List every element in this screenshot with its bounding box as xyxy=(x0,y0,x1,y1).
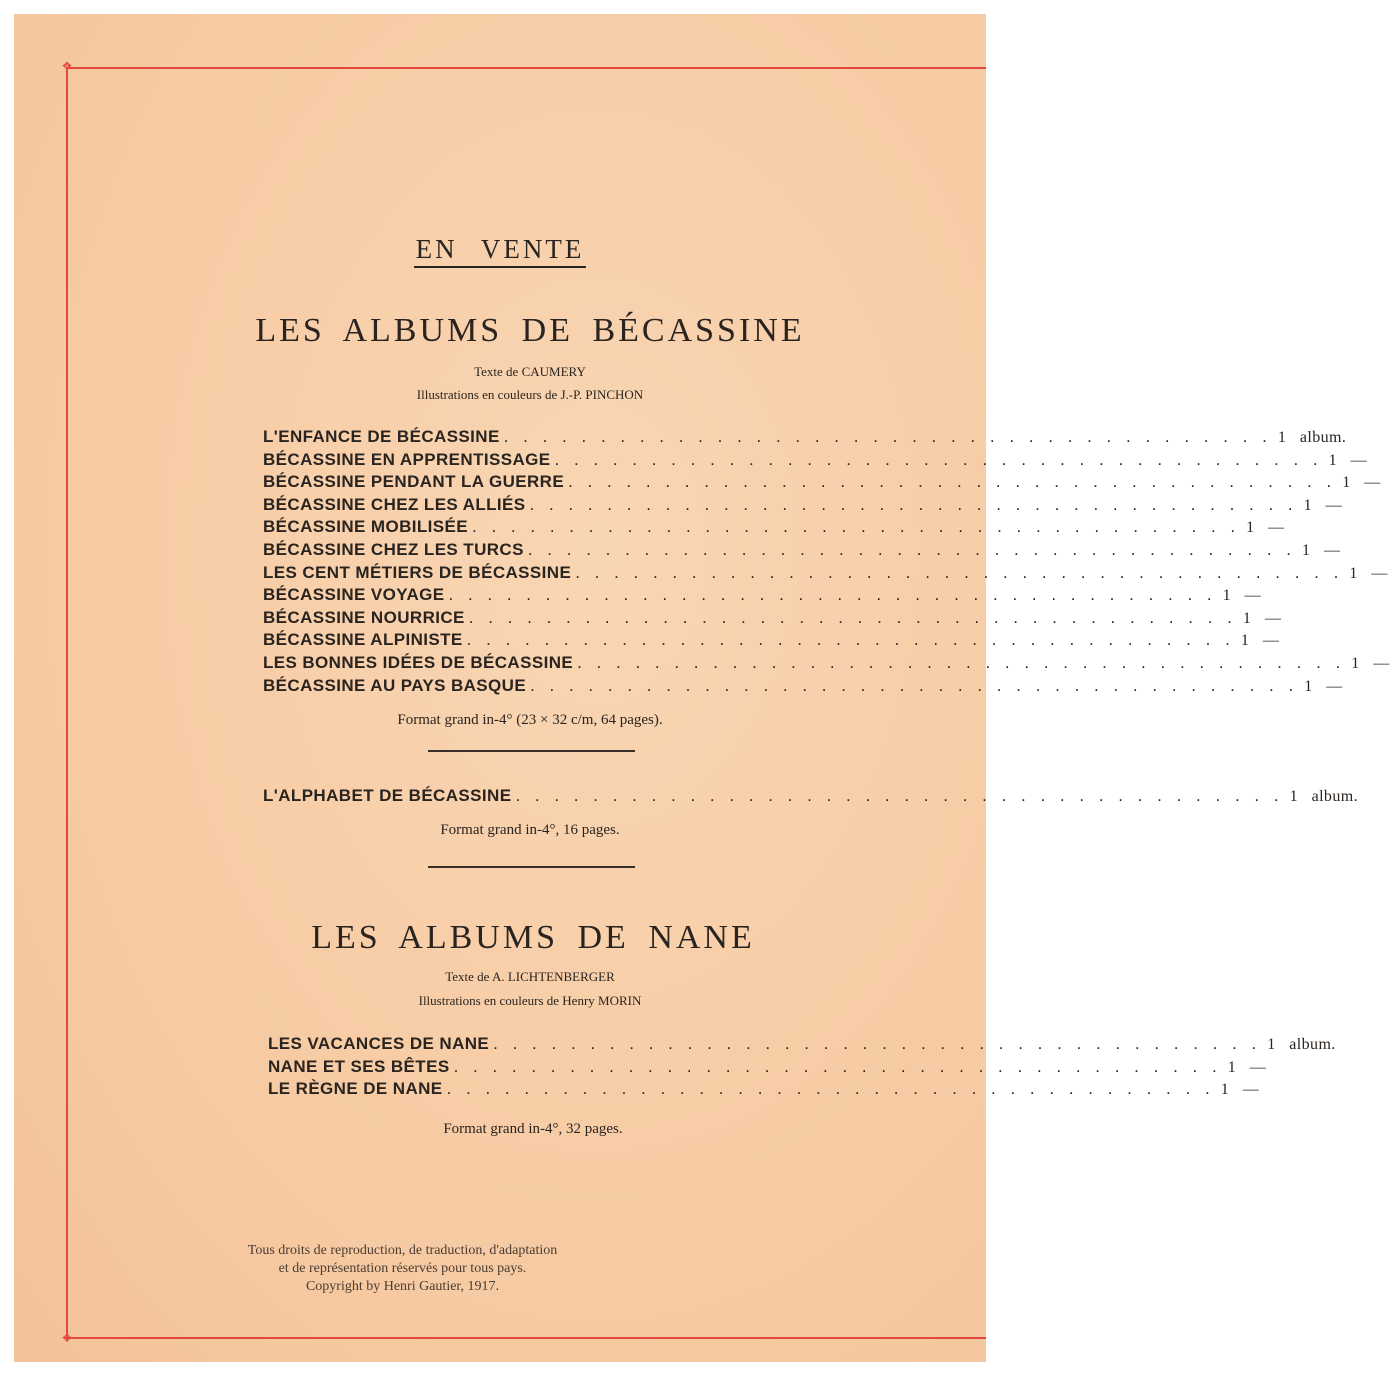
dot-leader: . . . . . . . . . . . . . . . . . . . . . . . . . . . . . . . . . . . . . . . . xyxy=(448,585,1217,605)
album-title: BÉCASSINE EN APPRENTISSAGE xyxy=(263,449,551,469)
quantity-number: 1 xyxy=(1351,654,1360,672)
dot-leader: . . . . . . . . . . . . . . . . . . . . . . . . . . . . . . . . . . . . . . . . xyxy=(515,786,1284,805)
album-quantity xyxy=(1351,655,1389,673)
dot-leader: . . . . . . . . . . . . . . . . . . . . . . . . . . . . . . . . . . . . . . . . xyxy=(568,472,1337,492)
album-quantity xyxy=(1243,610,1281,628)
becassine-series-title: LES ALBUMS DE BÉCASSINE xyxy=(255,312,805,349)
album-quantity xyxy=(1290,788,1358,806)
list-item xyxy=(263,652,1390,676)
dot-leader: . . . . . . . . . . . . . . . . . . . . . . . . . . . . . . . . . . . . . . . . xyxy=(527,539,1296,559)
alphabet-album-list xyxy=(263,786,1358,809)
album-quantity xyxy=(1304,497,1342,515)
list-item xyxy=(263,539,1341,563)
quantity-unit: — xyxy=(1373,654,1390,672)
album-title: BÉCASSINE AU PAYS BASQUE xyxy=(263,675,527,695)
album-quantity xyxy=(1246,519,1284,537)
album-title: L'ALPHABET DE BÉCASSINE xyxy=(263,786,512,805)
dot-leader: . . . . . . . . . . . . . . . . . . . . . . . . . . . . . . . . . . . . . . . . xyxy=(529,494,1298,514)
album-title: LES VACANCES DE NANE xyxy=(268,1034,490,1053)
dot-leader: . . . . . . . . . . . . . . . . . . . . . . . . . . . . . . . . . . . . . . . . xyxy=(466,630,1235,650)
quantity-number: 1 xyxy=(1304,677,1313,695)
dot-leader: . . . . . . . . . . . . . . . . . . . . . . . . . . . . . . . . . . . . . . . . xyxy=(472,517,1241,537)
dot-leader: . . . . . . . . . . . . . . . . . . . . . . . . . . . . . . . . . . . . . . . . xyxy=(468,607,1237,627)
dot-leader: . . . . . . . . . . . . . . . . . . . . . . . . . . . . . . . . . . . . . . . . xyxy=(453,1056,1222,1076)
album-title: BÉCASSINE CHEZ LES TURCS xyxy=(263,539,524,559)
album-title: BÉCASSINE VOYAGE xyxy=(263,585,445,605)
album-title: BÉCASSINE CHEZ LES ALLIÉS xyxy=(263,494,526,514)
quantity-unit: — xyxy=(1264,609,1282,627)
dot-leader: . . . . . . . . . . . . . . . . . . . . . . . . . . . . . . . . . . . . . . . . xyxy=(530,675,1299,695)
dot-leader: . . . . . . . . . . . . . . . . . . . . . . . . . . . . . . . . . . . . . . . . xyxy=(577,652,1346,672)
becassine-format: Format grand in-4° (23 × 32 c/m, 64 pages). xyxy=(397,712,663,728)
quantity-number: 1 xyxy=(1222,587,1232,605)
album-quantity xyxy=(1228,1059,1266,1077)
list-item xyxy=(263,630,1280,653)
quantity-unit: — xyxy=(1249,1058,1267,1076)
becassine-text-credit: Texte de CAUMERY xyxy=(474,364,586,379)
album-title: BÉCASSINE PENDANT LA GUERRE xyxy=(263,472,565,492)
dot-leader: . . . . . . . . . . . . . . . . . . . . . . . . . . . . . . . . . . . . . . . . xyxy=(493,1034,1262,1053)
dot-leader: . . . . . . . . . . . . . . . . . . . . . . . . . . . . . . . . . . . . . . . . xyxy=(503,427,1272,446)
album-title: BÉCASSINE NOURRICE xyxy=(263,607,465,627)
quantity-number: 1 xyxy=(1242,609,1252,627)
list-item xyxy=(263,517,1285,540)
album-quantity xyxy=(1221,1081,1259,1099)
album-quantity xyxy=(1342,474,1380,492)
quantity-unit: — xyxy=(1268,519,1285,537)
list-item xyxy=(263,675,1343,699)
becassine-album-list xyxy=(263,427,1390,698)
copyright-line: et de représentation réservés pour tous pays. xyxy=(278,1261,527,1276)
becassine-illustration-credit: Illustrations en couleurs de J.-P. PINCHON xyxy=(416,387,644,402)
quantity-unit: album. xyxy=(1311,788,1358,805)
album-quantity xyxy=(1302,542,1340,560)
quantity-unit: — xyxy=(1244,587,1262,605)
quantity-unit: — xyxy=(1326,677,1343,695)
corner-ornament-top-icon: ❖ xyxy=(61,59,73,73)
quantity-number: 1 xyxy=(1328,451,1338,469)
quantity-number: 1 xyxy=(1246,519,1255,537)
album-title: BÉCASSINE ALPINISTE xyxy=(263,630,463,650)
quantity-number: 1 xyxy=(1220,1081,1230,1099)
quantity-unit: — xyxy=(1324,541,1341,559)
quantity-number: 1 xyxy=(1267,1036,1276,1053)
quantity-number: 1 xyxy=(1349,564,1358,582)
list-item xyxy=(263,449,1368,473)
quantity-number: 1 xyxy=(1302,541,1311,559)
separator-rule xyxy=(428,866,635,868)
list-item xyxy=(263,494,1343,518)
quantity-number: 1 xyxy=(1303,496,1313,514)
list-item xyxy=(263,607,1282,631)
quantity-unit: — xyxy=(1371,564,1388,582)
quantity-unit: — xyxy=(1325,496,1343,514)
copyright-notice xyxy=(200,1242,605,1296)
album-quantity xyxy=(1304,678,1342,696)
list-item xyxy=(268,1034,1336,1057)
quantity-unit: — xyxy=(1242,1081,1260,1099)
list-item xyxy=(263,472,1381,495)
quantity-number: 1 xyxy=(1277,429,1287,446)
list-item xyxy=(263,562,1388,586)
album-quantity xyxy=(1329,452,1367,470)
nane-series-title: LES ALBUMS DE NANE xyxy=(311,919,755,956)
dot-leader: . . . . . . . . . . . . . . . . . . . . . . . . . . . . . . . . . . . . . . . . xyxy=(575,562,1344,582)
album-quantity xyxy=(1278,429,1346,447)
dot-leader: . . . . . . . . . . . . . . . . . . . . . . . . . . . . . . . . . . . . . . . . xyxy=(554,449,1323,469)
quantity-unit: album. xyxy=(1289,1036,1336,1053)
quantity-unit: — xyxy=(1350,451,1368,469)
album-title: LES BONNES IDÉES DE BÉCASSINE xyxy=(263,652,574,672)
list-item xyxy=(268,1056,1267,1080)
quantity-number: 1 xyxy=(1227,1058,1237,1076)
album-title: NANE ET SES BÊTES xyxy=(268,1056,450,1076)
quantity-unit: — xyxy=(1262,632,1280,650)
list-item xyxy=(263,427,1347,450)
border-bottom xyxy=(66,1337,986,1339)
album-quantity xyxy=(1267,1036,1335,1054)
quantity-number: 1 xyxy=(1289,788,1298,805)
border-top xyxy=(66,67,986,69)
album-title: LES CENT MÉTIERS DE BÉCASSINE xyxy=(263,562,572,582)
separator-rule xyxy=(428,750,635,752)
copyright-line: Tous droits de reproduction, de traduction, d'adaptation xyxy=(247,1243,558,1258)
en-vente-heading: EN VENTE xyxy=(0,234,1000,265)
nane-text-credit: Texte de A. LICHTENBERGER xyxy=(445,969,615,984)
corner-ornament-bottom-icon: ❖ xyxy=(61,1331,73,1345)
nane-illustration-credit: Illustrations en couleurs de Henry MORIN xyxy=(418,993,642,1008)
quantity-unit: album. xyxy=(1299,429,1347,446)
album-title: LE RÈGNE DE NANE xyxy=(268,1079,443,1099)
quantity-number: 1 xyxy=(1240,632,1250,650)
dot-leader: . . . . . . . . . . . . . . . . . . . . . . . . . . . . . . . . . . . . . . . . xyxy=(446,1079,1215,1099)
quantity-number: 1 xyxy=(1342,474,1351,492)
nane-format: Format grand in-4°, 32 pages. xyxy=(443,1121,623,1137)
list-item xyxy=(268,1079,1260,1102)
alphabet-format: Format grand in-4°, 16 pages. xyxy=(440,822,620,838)
album-quantity xyxy=(1241,632,1279,650)
album-quantity xyxy=(1223,587,1261,605)
list-item xyxy=(263,585,1262,608)
album-title: L'ENFANCE DE BÉCASSINE xyxy=(263,427,500,446)
quantity-unit: — xyxy=(1364,474,1381,492)
list-item xyxy=(263,786,1358,809)
copyright-line: Copyright by Henri Gautier, 1917. xyxy=(305,1279,500,1294)
nane-album-list xyxy=(268,1034,1336,1102)
album-quantity xyxy=(1349,565,1387,583)
album-title: BÉCASSINE MOBILISÉE xyxy=(263,517,469,537)
